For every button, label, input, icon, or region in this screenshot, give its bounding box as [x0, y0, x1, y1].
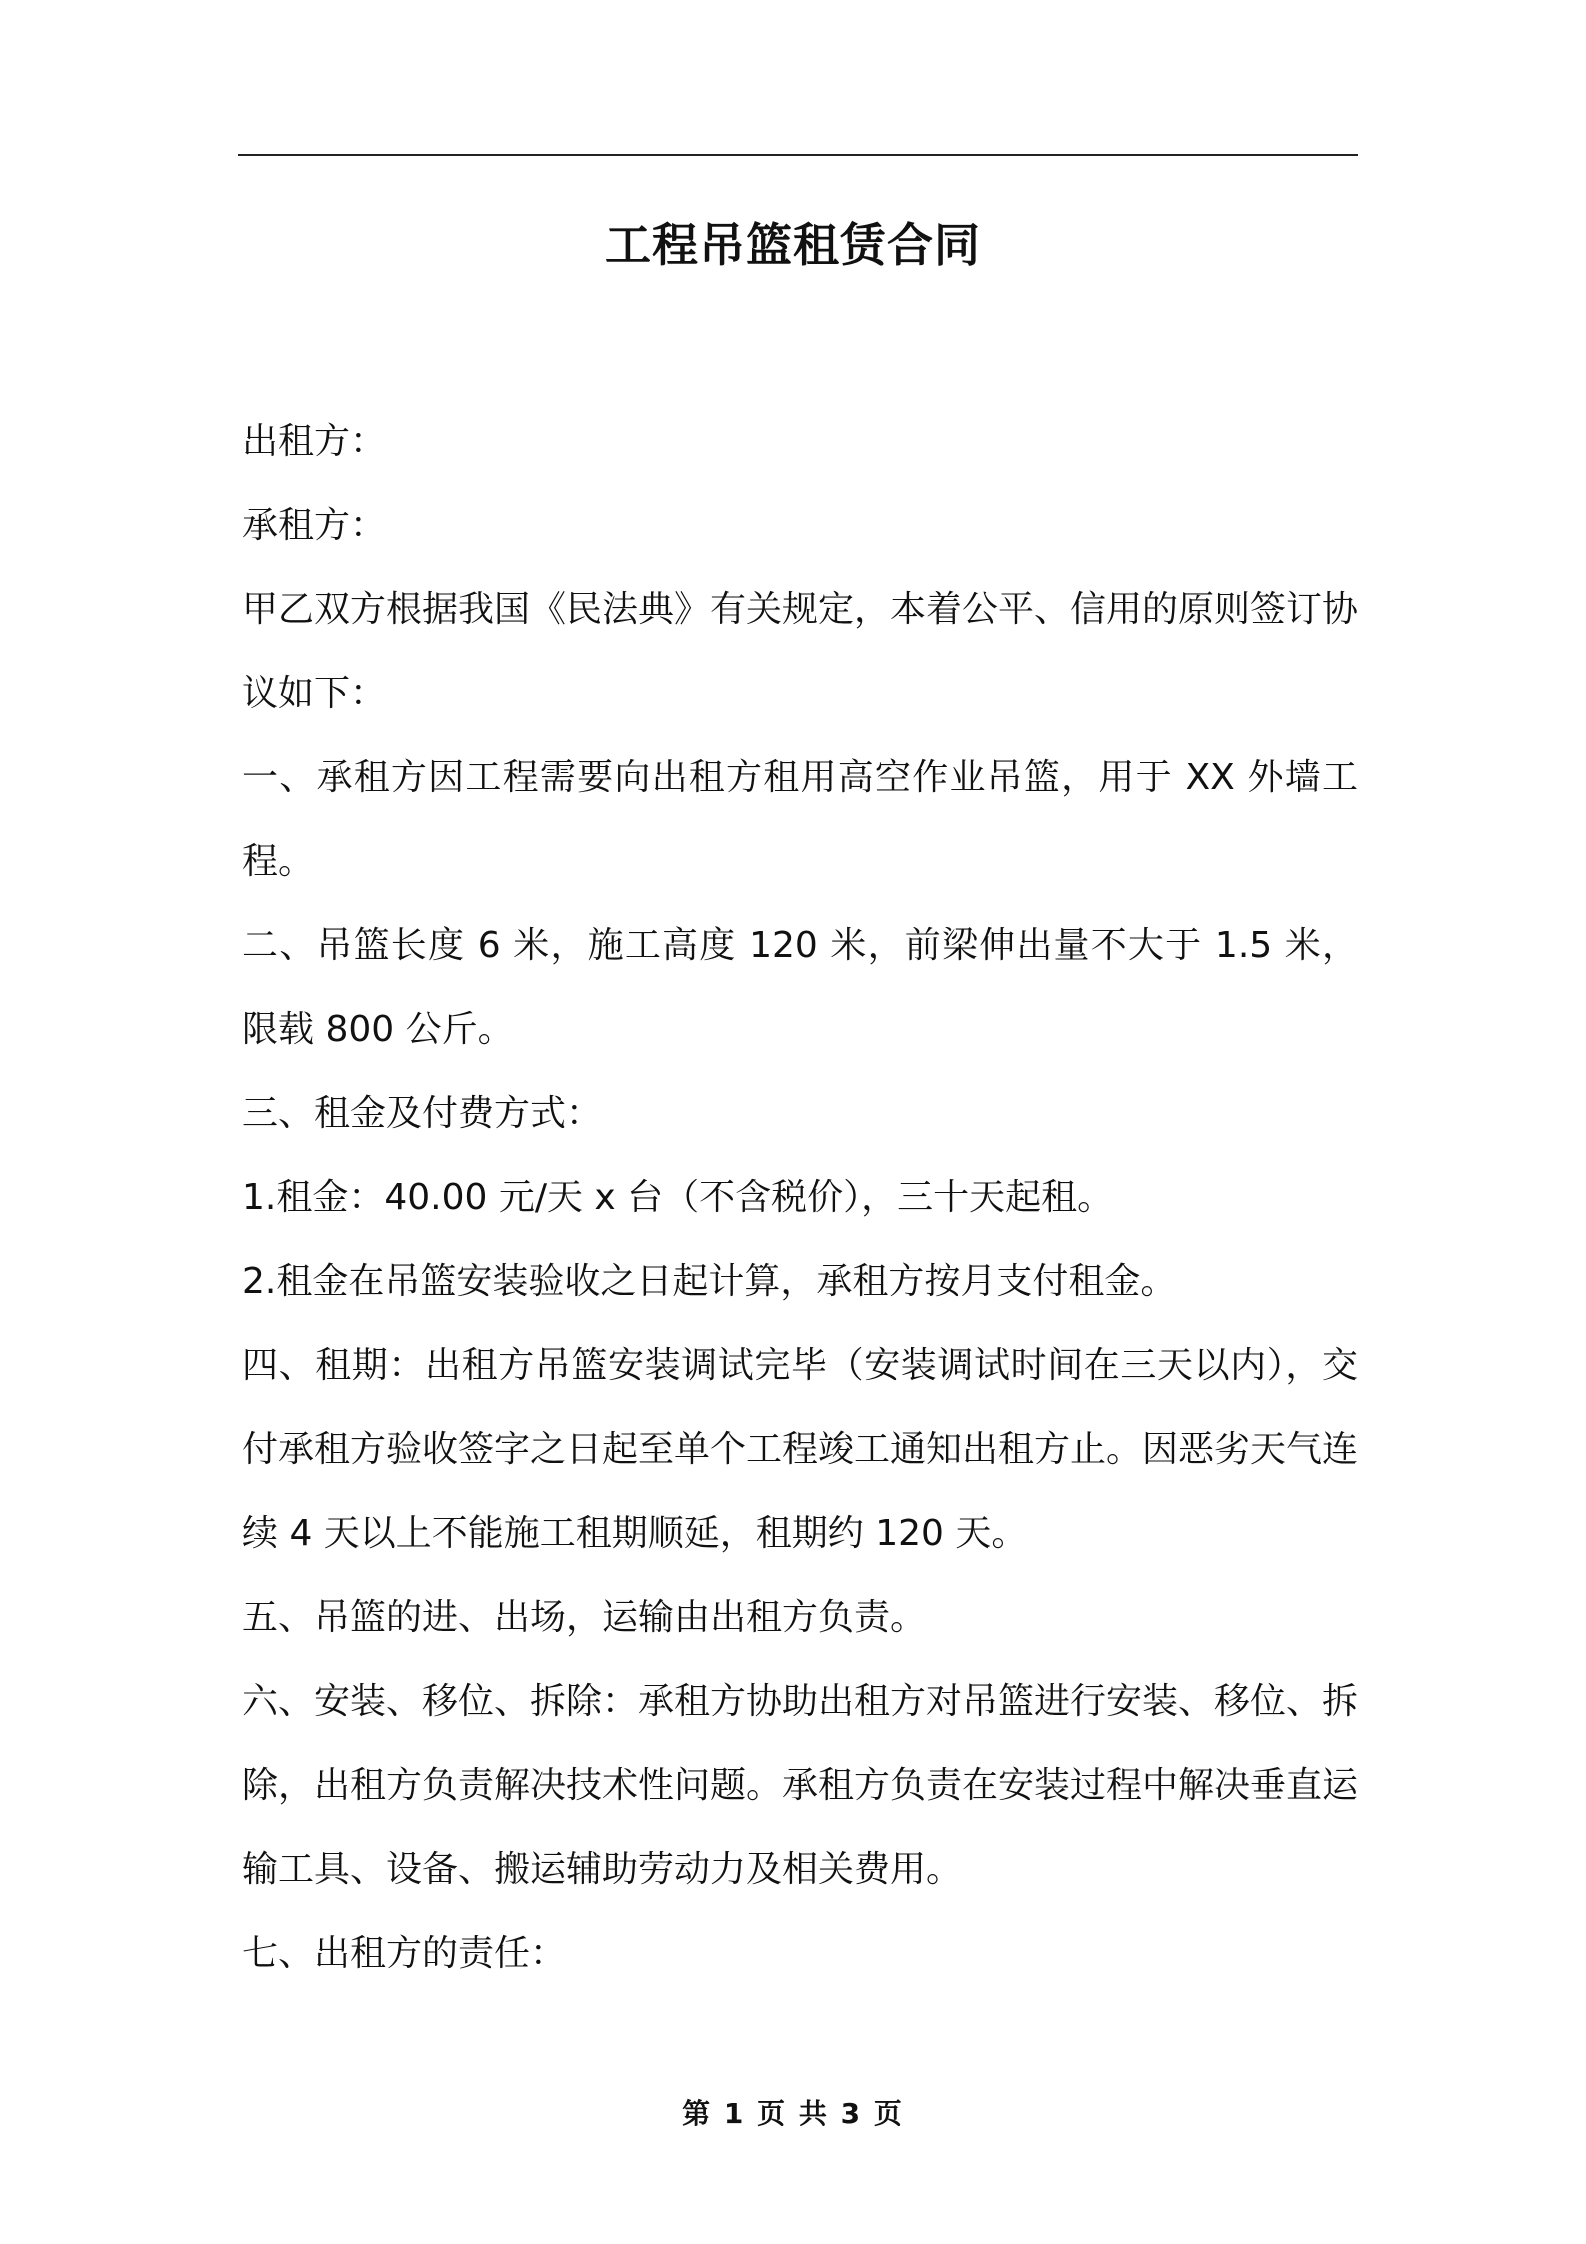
paragraph-clause-3-item-1: 1.租金：40.00 元/天 x 台（不含税价），三十天起租。 — [242, 1177, 1114, 1218]
paragraph-clause-7: 七、出租方的责任： — [242, 1933, 567, 1974]
paragraph-clause-2: 二、吊篮长度 6 米，施工高度 120 米，前梁伸出量不大于 1.5 米，限载 800 公斤。 — [242, 925, 1358, 1050]
paragraph-clause-1: 一、承租方因工程需要向出租方租用高空作业吊篮，用于 XX 外墙工程。 — [242, 757, 1358, 882]
paragraph-clause-3-item-2: 2.租金在吊篮安装验收之日起计算，承租方按月支付租金。 — [242, 1261, 1177, 1302]
document-title: 工程吊篮租赁合同 — [605, 218, 981, 272]
paragraph-clause-4: 四、租期：出租方吊篮安装调试完毕（安装调试时间在三天以内），交付承租方验收签字之日起至单个工程竣工通知出租方止。因恶劣天气连续 4 天以上不能施工租期顺延，租期约 120 天。 — [242, 1345, 1359, 1554]
paragraph-clause-3: 三、租金及付费方式： — [242, 1093, 603, 1134]
document-body — [242, 400, 1358, 1996]
paragraph-clause-5: 五、吊篮的进、出场，运输由出租方负责。 — [242, 1597, 927, 1638]
paragraph-preamble: 甲乙双方根据我国《民法典》有关规定，本着公平、信用的原则签订协议如下： — [242, 589, 1359, 714]
header-rule — [238, 154, 1358, 156]
paragraph-clause-6: 六、安装、移位、拆除：承租方协助出租方对吊篮进行安装、移位、拆除，出租方负责解决技术性问题。承租方负责在安装过程中解决垂直运输工具、设备、搬运辅助劳动力及相关费用。 — [242, 1681, 1359, 1890]
paragraph-lessor: 出租方： — [242, 421, 387, 462]
paragraph-lessee: 承租方： — [242, 505, 387, 546]
page-number-footer: 第 1 页 共 3 页 — [682, 2097, 904, 2130]
